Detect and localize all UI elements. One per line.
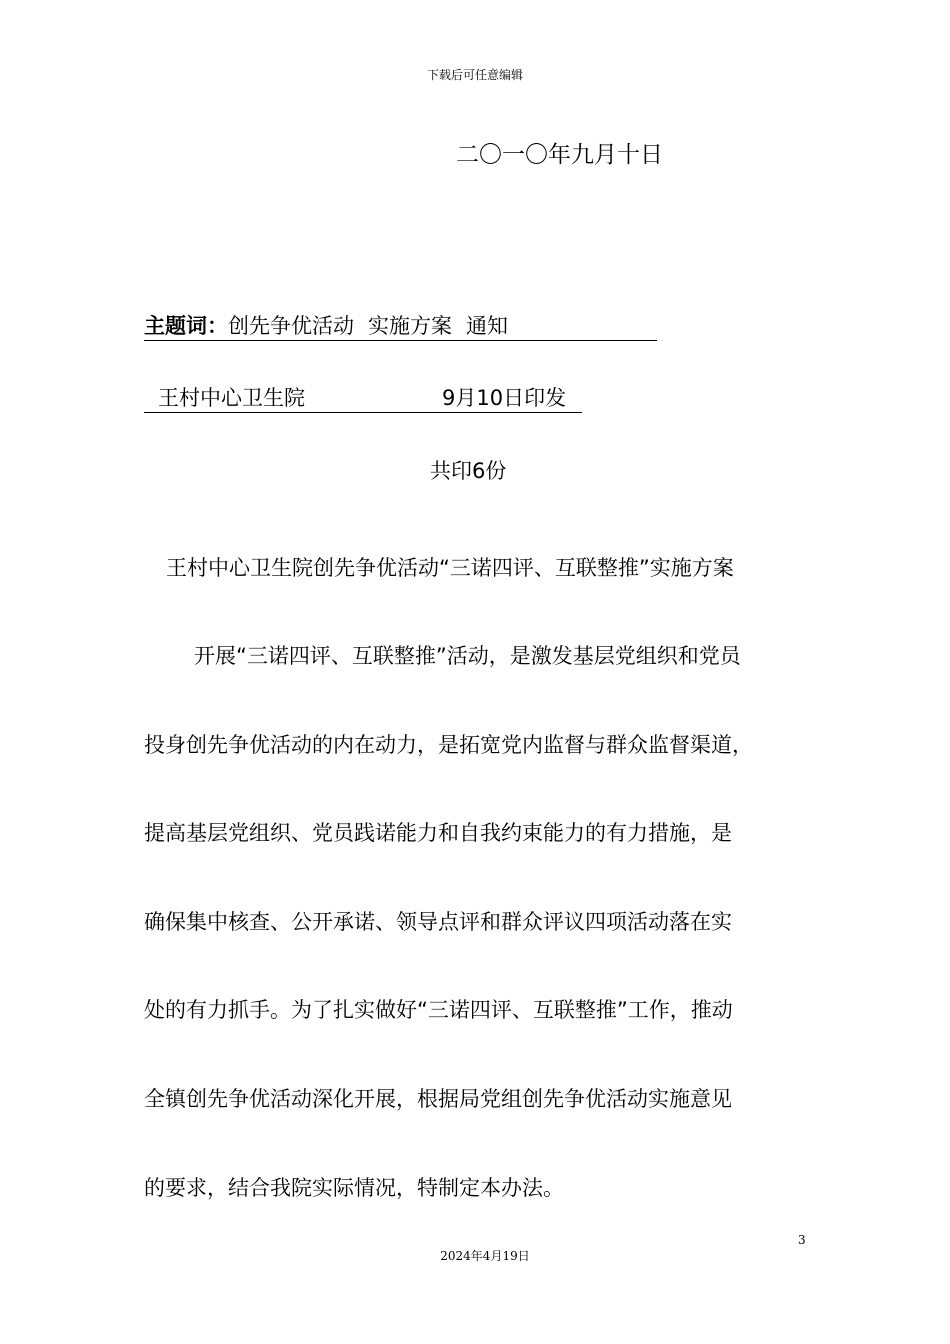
body-line: 确保集中核查、公开承诺、领导点评和群众评议四项活动落在实 — [144, 909, 732, 934]
keywords-line — [144, 310, 657, 341]
keyword-item: 创先争优活动 — [228, 314, 354, 338]
print-date: 9月10日印发 — [442, 386, 567, 410]
body-line: 的要求，结合我院实际情况，特制定本办法。 — [144, 1175, 564, 1200]
body-line: 提高基层党组织、党员践诺能力和自我约束能力的有力措施，是 — [144, 821, 732, 846]
issuer-line — [144, 382, 582, 413]
keyword-item: 通知 — [466, 314, 508, 338]
page-number: 3 — [798, 1233, 806, 1247]
issue-date: 二〇一〇年九月十日 — [456, 142, 663, 168]
footer-date: 2024年4月19日 — [440, 1249, 530, 1263]
body-line: 开展“三诺四评、互联整推”活动，是激发基层党组织和党员 — [194, 644, 741, 668]
keyword-item: 实施方案 — [368, 314, 452, 338]
header-note: 下载后可任意编辑 — [426, 68, 523, 82]
body-paragraph — [144, 642, 816, 1262]
issuer-name: 王村中心卫生院 — [158, 386, 305, 410]
keywords-label: 主题词： — [144, 314, 228, 338]
body-line: 处的有力抓手。为了扎实做好“三诺四评、互联整推”工作，推动 — [144, 998, 733, 1023]
document-title: 王村中心卫生院创先争优活动“三诺四评、互联整推”实施方案 — [166, 556, 734, 580]
body-line: 投身创先争优活动的内在动力，是拓宽党内监督与群众监督渠道， — [144, 732, 753, 757]
body-line: 全镇创先争优活动深化开展，根据局党组创先争优活动实施意见 — [144, 1086, 732, 1111]
copies-count: 共印6份 — [430, 459, 507, 483]
